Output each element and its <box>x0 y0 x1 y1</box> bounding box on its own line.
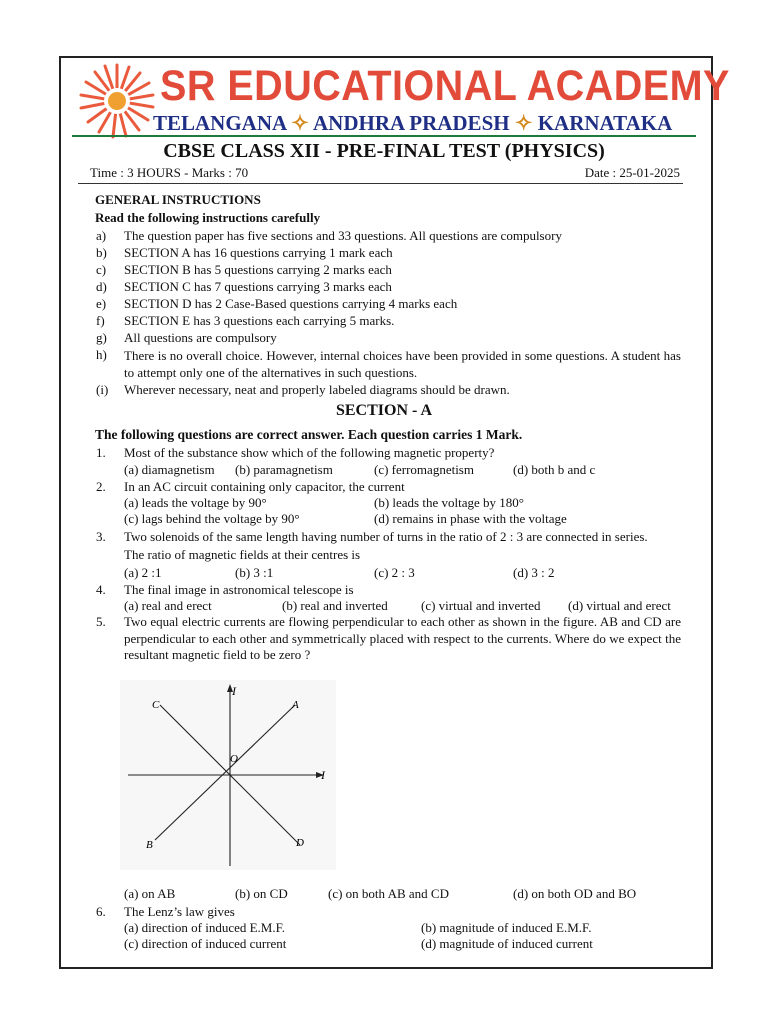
option-d: (d) on both OD and BO <box>513 886 637 901</box>
option-c: (c) ferromagnetism <box>374 462 474 477</box>
instruction-text: SECTION A has 16 questions carrying 1 mark each <box>124 245 393 260</box>
option-a: (a) diamagnetism <box>124 462 215 477</box>
exam-title: CBSE CLASS XII - PRE-FINAL TEST (PHYSICS) <box>163 140 605 162</box>
instruction-label: f) <box>96 313 105 328</box>
section-a-heading: SECTION - A <box>335 402 433 419</box>
academy-logo-icon <box>78 62 156 140</box>
instruction-label: a) <box>96 228 107 243</box>
star-icon: ✧ <box>514 111 533 135</box>
option-c: (c) on both AB and CD <box>328 886 449 901</box>
question-number: 5. <box>96 614 106 629</box>
label-i-top: I <box>232 684 236 698</box>
option-b: (b) on CD <box>235 886 288 901</box>
question-text: Two solenoids of the same length having number of turns in the ratio of 2 : 3 are connected in series. <box>124 529 648 544</box>
instruction-label: b) <box>96 245 107 260</box>
state-telangana: TELANGANA <box>153 111 287 135</box>
question-number: 3. <box>96 529 106 544</box>
question-text: Most of the substance show which of the following magnetic property? <box>124 445 495 460</box>
option-d: (d) both b and c <box>513 462 596 477</box>
label-o: O <box>230 753 238 765</box>
question-text: The Lenz’s law gives <box>124 904 235 919</box>
label-b: B <box>146 839 153 851</box>
question-text: The final image in astronomical telescope is <box>124 582 354 597</box>
states-line <box>153 111 672 136</box>
question-number: 2. <box>96 479 106 494</box>
option-a: (a) direction of induced E.M.F. <box>124 920 286 935</box>
instruction-text: Wherever necessary, neat and properly labeled diagrams should be drawn. <box>124 382 510 397</box>
label-d: D <box>296 837 304 849</box>
label-a: A <box>292 699 299 711</box>
option-d: (d) virtual and erect <box>568 598 671 613</box>
instruction-text: The question paper has five sections and 33 questions. All questions are compulsory <box>124 228 562 243</box>
option-a: (a) real and erect <box>124 598 212 613</box>
option-d: (d) magnitude of induced current <box>421 936 593 951</box>
option-a: (a) 2 :1 <box>124 565 162 580</box>
option-b: (b) magnitude of induced E.M.F. <box>421 920 592 935</box>
current-figure <box>120 680 336 870</box>
instruction-label: c) <box>96 262 107 277</box>
instructions-heading: GENERAL INSTRUCTIONS <box>95 192 261 207</box>
instruction-label: d) <box>96 279 107 294</box>
label-i-right: I <box>321 768 325 782</box>
option-b: (b) leads the voltage by 180° <box>374 495 524 510</box>
question-text: The ratio of magnetic fields at their centres is <box>124 547 361 562</box>
section-a-intro: The following questions are correct answer. Each question carries 1 Mark. <box>95 427 523 442</box>
option-c: (c) lags behind the voltage by 90° <box>124 511 300 526</box>
academy-name: SR EDUCATIONAL ACADEMY <box>160 62 730 110</box>
label-c: C <box>152 699 160 711</box>
question-text: Two equal electric currents are flowing perpendicular to each other as shown in the figure. AB and CD are perpendicular to each other and symmetrically placed with respect to the currents. Where do we expect the resultant magnetic field to be zero ? <box>124 614 681 662</box>
instruction-text: There is no overall choice. However, internal choices have been provided in some questions. A student has to attempt only one of the alternatives in such questions. <box>124 348 681 380</box>
instruction-text: SECTION C has 7 questions carrying 3 marks each <box>124 279 392 294</box>
option-c: (c) direction of induced current <box>124 936 287 951</box>
header-divider <box>72 135 696 137</box>
option-b: (b) paramagnetism <box>235 462 333 477</box>
instruction-label: (i) <box>96 382 109 397</box>
option-d: (d) 3 : 2 <box>513 565 555 580</box>
option-c: (c) 2 : 3 <box>374 565 415 580</box>
instruction-label: g) <box>96 330 107 345</box>
instructions-subheading: Read the following instructions carefully <box>95 210 321 225</box>
question-text: In an AC circuit containing only capacitor, the current <box>124 479 405 494</box>
question-number: 6. <box>96 904 106 919</box>
time-marks: Time : 3 HOURS - Marks : 70 <box>90 165 249 180</box>
star-icon: ✧ <box>291 111 309 135</box>
meta-divider <box>78 183 683 184</box>
option-a: (a) on AB <box>124 886 176 901</box>
instruction-label: e) <box>96 296 107 311</box>
option-b: (b) 3 :1 <box>235 565 274 580</box>
option-d: (d) remains in phase with the voltage <box>374 511 567 526</box>
instruction-label: h) <box>96 347 107 362</box>
question-number: 1. <box>96 445 106 460</box>
question-number: 4. <box>96 582 106 597</box>
instruction-text: SECTION D has 2 Case-Based questions carrying 4 marks each <box>124 296 458 311</box>
option-b: (b) real and inverted <box>282 598 388 613</box>
instruction-text: SECTION B has 5 questions carrying 2 marks each <box>124 262 392 277</box>
instruction-text: SECTION E has 3 questions each carrying 5 marks. <box>124 313 395 328</box>
option-c: (c) virtual and inverted <box>421 598 541 613</box>
state-karnataka: KARNATAKA <box>537 111 673 135</box>
option-a: (a) leads the voltage by 90° <box>124 495 267 510</box>
exam-date: Date : 25-01-2025 <box>584 165 680 180</box>
instruction-text: All questions are compulsory <box>124 330 277 345</box>
state-andhra-pradesh: ANDHRA PRADESH <box>312 111 510 135</box>
